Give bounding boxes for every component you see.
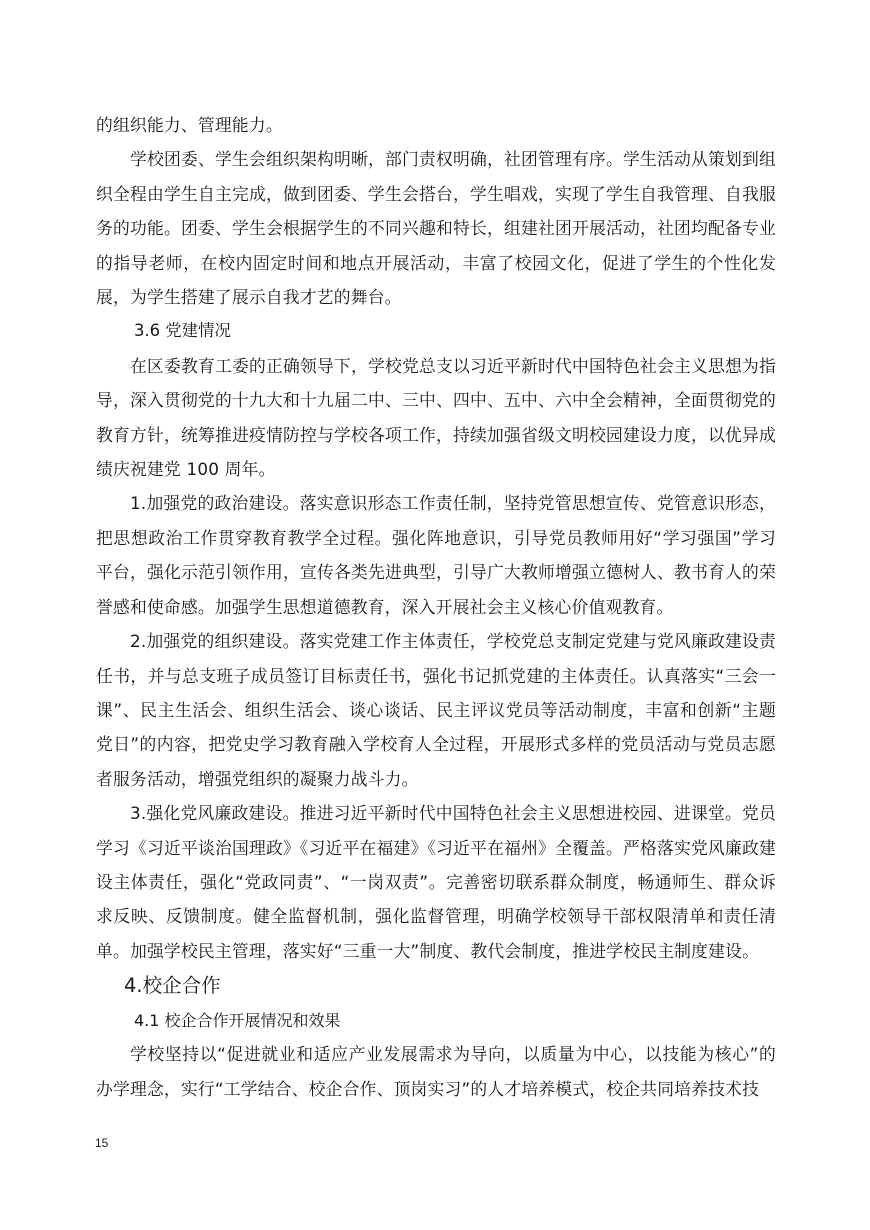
- paragraph-organization-building: 2.加强党的组织建设。落实党建工作主体责任，学校党总支制定党建与党风廉政建设责任书，并与总支班子成员签订目标责任书，强化书记抓党建的主体责任。认真落实“三会一课”、民主生活会、组织生活会、谈心谈话、民主评议党员等活动制度，丰富和创新“主题党日”的内容，把党史学习教育融入学校育人全过程，开展形式多样的党员活动与党员志愿者服务活动，增强党组织的凝聚力战斗力。: [96, 631, 776, 789]
- section-heading-3-6: 3.6 党建情况: [134, 321, 231, 341]
- paragraph-political-building: 1.加强党的政治建设。落实意识形态工作责任制，坚持党管思想宣传、党管意识形态，把思想政治工作贯穿教育教学全过程。强化阵地意识，引导党员教师用好“学习强国”学习平台，强化示范引领作用，宣传各类先进典型，引导广大教师增强立德树人、教书育人的荣誉感和使命感。加强学生思想道德教育，深入开展社会主义核心价值观教育。: [96, 493, 776, 617]
- page-number: 15: [95, 1136, 109, 1150]
- paragraph-integrity-building: 3.强化党风廉政建设。推进习近平新时代中国特色社会主义思想进校园、进课堂。党员学习《习近平谈治国理政》《习近平在福建》《习近平在福州》全覆盖。严格落实党风廉政建设主体责任，强化“党政同责”、“一岗双责”。完善密切联系群众制度，畅通师生、群众诉求反映、反馈制度。健全监督机制，强化监督管理，明确学校领导干部权限清单和责任清单。加强学校民主管理，落实好“三重一大”制度、教代会制度，推进学校民主制度建设。: [96, 803, 776, 961]
- paragraph-party-overview: 在区委教育工委的正确领导下，学校党总支以习近平新时代中国特色社会主义思想为指导，深入贯彻党的十九大和十九届二中、三中、四中、五中、六中全会精神，全面贯彻党的教育方针，统筹推进疫情防控与学校各项工作，持续加强省级文明校园建设力度，以优异成绩庆祝建党 100 周年。: [96, 355, 776, 480]
- section-heading-4: 4.校企合作: [124, 974, 221, 998]
- section-heading-4-1: 4.1 校企合作开展情况和效果: [134, 1011, 341, 1031]
- paragraph-school-enterprise: 学校坚持以“促进就业和适应产业发展需求为导向，以质量为中心，以技能为核心”的办学理念，实行“工学结合、校企合作、顶岗实习”的人才培养模式，校企共同培养技术技: [96, 1044, 776, 1099]
- paragraph-student-union: 学校团委、学生会组织架构明晰，部门责权明确，社团管理有序。学生活动从策划到组织全程由学生自主完成，做到团委、学生会搭台，学生唱戏，实现了学生自我管理、自我服务的功能。团委、学生会根据学生的不同兴趣和特长，组建社团开展活动，社团均配备专业的指导老师，在校内固定时间和地点开展活动，丰富了校园文化，促进了学生的个性化发展，为学生搭建了展示自我才艺的舞台。: [96, 149, 776, 308]
- paragraph-continuation: 的组织能力、管理能力。: [96, 115, 283, 135]
- document-body: [96, 108, 776, 1106]
